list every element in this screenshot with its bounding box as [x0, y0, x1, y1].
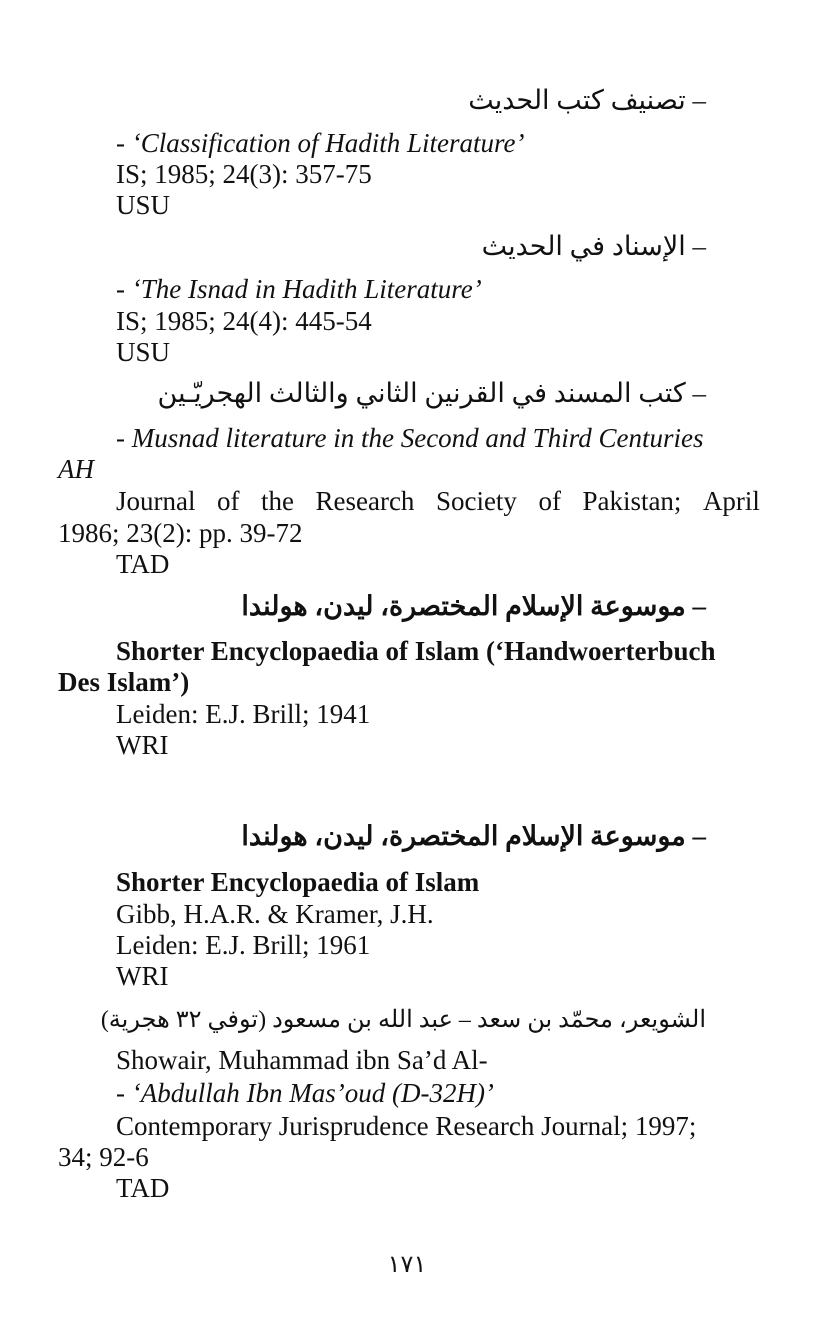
entry-author: Gibb, H.A.R. & Kramer, J.H. [116, 899, 434, 929]
entry-title-continuation: AH [58, 454, 94, 484]
publication-word: Research [315, 486, 415, 516]
entry-citation: Leiden: E.J. Brill; 1941 [116, 699, 371, 729]
entry-citation: IS; 1985; 24(4): 445-54 [116, 306, 372, 336]
entry-library-code: WRI [116, 961, 169, 991]
entry-library-code: TAD [116, 1173, 170, 1203]
entry-title: - ‘The Isnad in Hadith Literature’ [116, 274, 482, 304]
entry-title: Shorter Encyclopaedia of Islam (‘Handwoerterbuch [116, 636, 716, 666]
arabic-heading: – كتب المسند في القرنين الثاني والثالث الهجريّـين [157, 378, 706, 408]
entry-library-code: WRI [116, 730, 169, 760]
entry-title-continuation: Des Islam’) [58, 667, 190, 697]
publication-word: Pakistan; [582, 486, 682, 516]
arabic-heading: الشويعر، محمّد بن سعد – عبد الله بن مسعود (توفي ٣٢ هجرية) [100, 1007, 706, 1033]
entry-title: - ‘Abdullah Ibn Mas’oud (D-32H)’ [116, 1078, 494, 1108]
entry-title: - ‘Classification of Hadith Literature’ [116, 128, 525, 158]
arabic-heading: – موسوعة الإسلام المختصرة، ليدن، هولندا [241, 821, 706, 851]
publication-word: April [702, 486, 760, 516]
entry-citation: IS; 1985; 24(3): 357-75 [116, 159, 372, 189]
publication-word: the [260, 486, 294, 516]
entry-library-code: TAD [116, 549, 170, 579]
entry-title: Shorter Encyclopaedia of Islam [116, 867, 480, 897]
entry-author: Showair, Muhammad ibn Sa’d Al- [116, 1045, 488, 1075]
publication-word: Society [435, 486, 517, 516]
arabic-heading: – موسوعة الإسلام المختصرة، ليدن، هولندا [241, 591, 706, 621]
arabic-heading: – الإسناد في الحديث [481, 231, 706, 261]
entry-library-code: USU [116, 190, 171, 220]
arabic-heading: – تصنيف كتب الحديث [468, 85, 706, 115]
publication-word: Journal [116, 486, 196, 516]
entry-publication [116, 485, 760, 517]
entry-title: - Musnad literature in the Second and Third Centuries [116, 423, 704, 453]
page-number: ١٧١ [387, 1252, 427, 1278]
entry-publication-continuation: 34; 92-6 [58, 1142, 149, 1172]
publication-word: of [216, 486, 240, 516]
entry-publication: Contemporary Jurisprudence Research Journal; 1997; [116, 1111, 697, 1141]
entry-publication-continuation: 1986; 23(2): pp. 39-72 [58, 518, 303, 548]
entry-library-code: USU [116, 337, 171, 367]
publication-word: of [538, 486, 561, 516]
entry-citation: Leiden: E.J. Brill; 1961 [116, 930, 371, 960]
